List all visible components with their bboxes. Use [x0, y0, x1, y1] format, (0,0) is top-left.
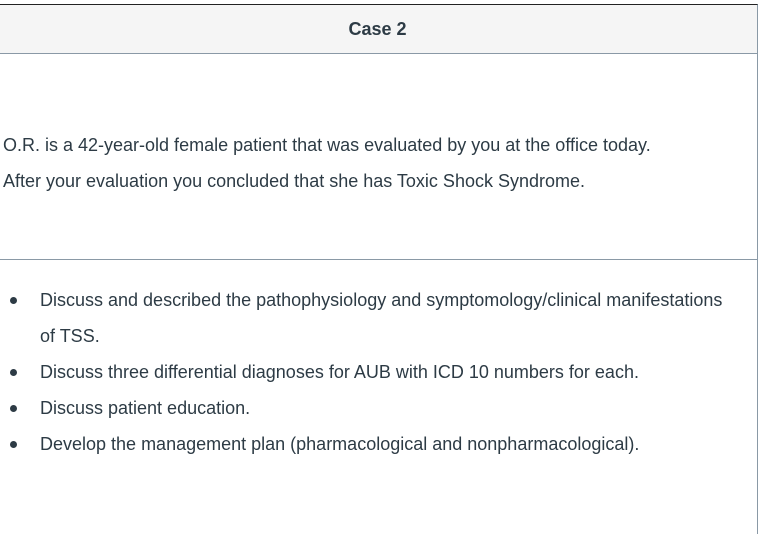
bullet-icon	[10, 441, 17, 448]
bullet-icon	[10, 297, 17, 304]
bullet-icon	[10, 405, 17, 412]
task-item	[0, 282, 757, 354]
task-item	[0, 354, 757, 390]
bullet-icon	[10, 369, 17, 376]
task-text: Develop the management plan (pharmacological and nonpharmacological).	[40, 434, 640, 454]
task-item	[0, 390, 757, 426]
description-line: O.R. is a 42-year-old female patient that was evaluated by you at the office today.	[3, 135, 651, 155]
case-card	[0, 4, 758, 534]
task-text: Discuss three differential diagnoses for AUB with ICD 10 numbers for each.	[40, 362, 639, 382]
task-list	[0, 260, 757, 462]
case-title: Case 2	[0, 5, 757, 54]
task-text: Discuss patient education.	[40, 398, 251, 418]
task-item	[0, 426, 757, 462]
case-description	[0, 54, 757, 260]
description-line: After your evaluation you concluded that she has Toxic Shock Syndrome.	[3, 171, 586, 191]
task-text: Discuss and described the pathophysiology and symptomology/clinical manifestations of TSS.	[40, 290, 723, 346]
